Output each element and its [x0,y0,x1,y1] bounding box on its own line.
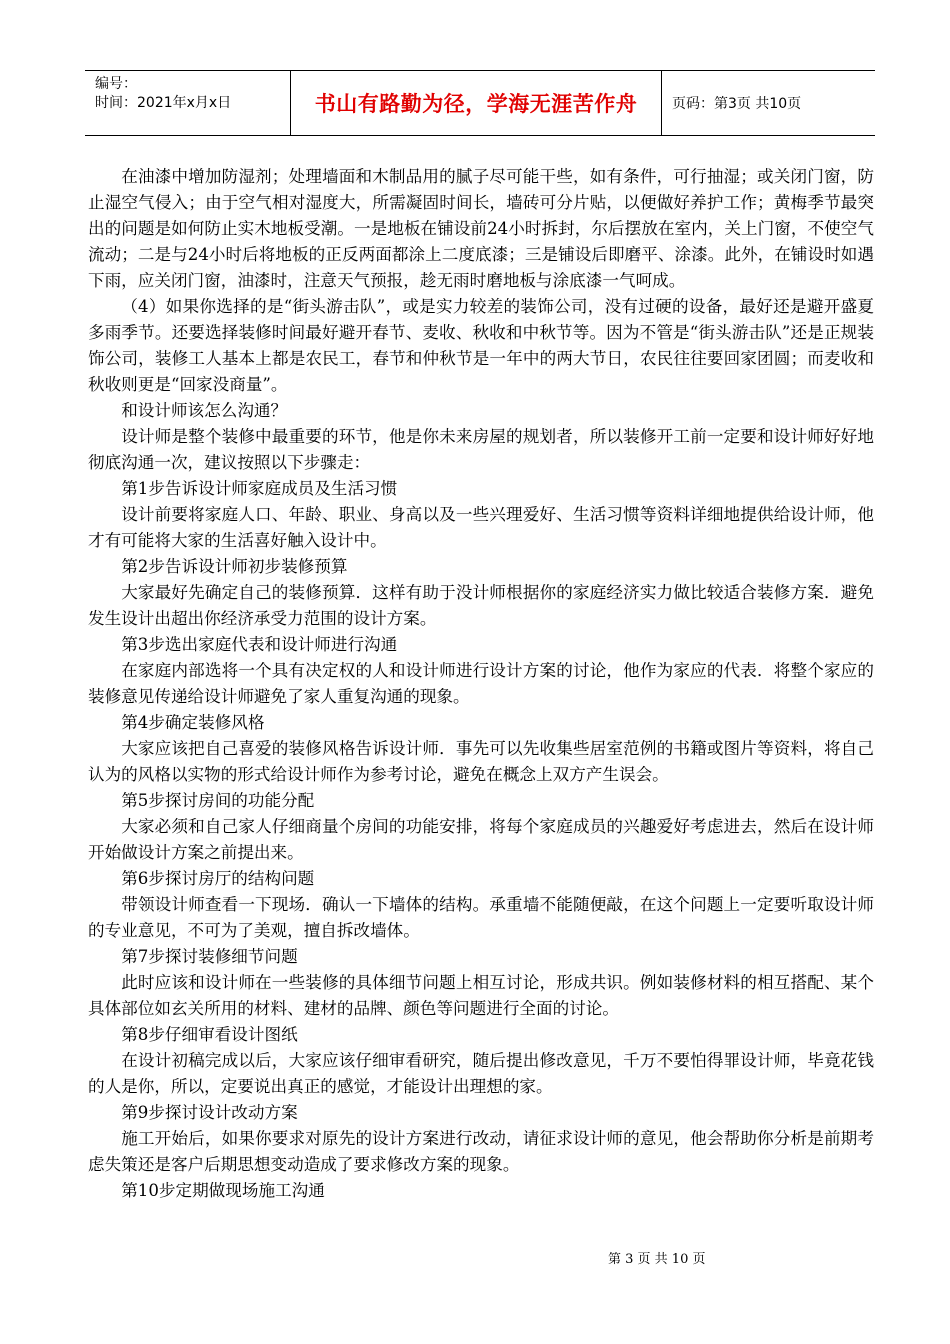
document-number-label: 编号： [95,76,137,92]
step-heading: 第5步探讨房间的功能分配 [121,791,315,810]
step-heading: 第3步选出家庭代表和设计师进行沟通 [121,635,398,654]
step-heading: 第4步确定装修风格 [121,713,265,732]
page-header [85,70,875,136]
paragraph: 设计师是整个装修中最重要的环节，他是你未来房屋的规划者，所以装修开工前一定要和设计师好好地彻底沟通一次，建议按照以下步骤走： [88,427,874,472]
paragraph: 在油漆中增加防湿剂；处理墙面和木制品用的腻子尽可能干些，如有条件，可行抽湿；或关闭门窗，防止湿空气侵入；由于空气相对湿度大，所需凝固时间长，墙砖可分片贴，以便做好养护工作；黄梅季节最突出的问题是如何防止实木地板受潮。一是地板在铺设前24小时拆封，尔后摆放在室内，关上门窗，不使空气流动；二是与24小时后将地板的正反两面都涂上二度底漆；三是铺设后即磨平、涂漆。此外，在铺设时如遇下雨，应关闭门窗，油漆时，注意天气预报，趁无雨时磨地板与涂底漆一气呵成。 [88,167,874,290]
paragraph: 大家必须和自己家人仔细商量个房间的功能安排，将每个家庭成员的兴趣爱好考虑进去，然后在设计师开始做设计方案之前提出来。 [88,817,874,862]
paragraph: 大家最好先确定自己的装修预算．这样有助于没计师根据你的家庭经济实力做比较适合装修方案．避免发生设计出超出你经济承受力范围的设计方案。 [88,583,874,628]
paragraph: （4）如果你选择的是“街头游击队”，或是实力较差的装饰公司，没有过硬的设备，最好还是避开盛夏多雨季节。还要选择装修时间最好避开春节、麦收、秋收和中秋节等。因为不管是“街头游击队”还是正规装饰公司，装修工人基本上都是农民工，春节和仲秋节是一年中的两大节日，农民往往要回家团圆；而麦收和秋收则更是“回家没商量”。 [88,297,874,394]
paragraph: 带领设计师查看一下现场．确认一下墙体的结构。承重墙不能随便敲，在这个问题上一定要听取设计师的专业意见，不可为了美观，擅自拆改墙体。 [88,895,874,940]
document-time-label: 时间：2021年x月x日 [95,95,232,111]
step-heading: 第9步探讨设计改动方案 [121,1103,298,1122]
paragraph: 施工开始后，如果你要求对原先的设计方案进行改动，请征求设计师的意见，他会帮助你分析是前期考虑失策还是客户后期思想变动造成了要求修改方案的现象。 [88,1129,874,1174]
step-heading: 第6步探讨房厅的结构问题 [121,869,315,888]
paragraph: 大家应该把自己喜爱的装修风格告诉设计师．事先可以先收集些居室范例的书籍或图片等资料，将自己认为的风格以实物的形式给设计师作为参考讨论，避免在概念上双方产生误会。 [88,739,874,784]
page-footer: 第 3 页 共 10 页 [608,1252,706,1267]
section-heading: 和设计师该怎么沟通？ [121,401,288,420]
paragraph: 此时应该和设计师在一些装修的具体细节问题上相互讨论，形成共识。例如装修材料的相互搭配、某个具体部位如玄关所用的材料、建材的品牌、颜色等问题进行全面的讨论。 [88,973,874,1018]
paragraph: 设计前要将家庭人口、年龄、职业、身高以及一些兴理爱好、生活习惯等资料详细地提供给设计师，他才有可能将大家的生活喜好触入设计中。 [88,505,874,550]
document-body [88,164,874,1204]
step-heading: 第2步告诉设计师初步装修预算 [121,557,348,576]
header-page-label: 页码：第3页 共10页 [672,96,802,112]
paragraph: 在设计初稿完成以后，大家应该仔细审看研究，随后提出修改意见，千万不要怕得罪设计师，毕竟花钱的人是你，所以，定要说出真正的感觉，才能设计出理想的家。 [88,1051,874,1096]
paragraph: 在家庭内部选将一个具有决定权的人和设计师进行设计方案的讨论，他作为家应的代表．将整个家应的装修意见传递给设计师避免了家人重复沟通的现象。 [88,661,874,706]
step-heading: 第1步告诉设计师家庭成员及生活习惯 [121,479,398,498]
step-heading: 第10步定期做现场施工沟通 [121,1181,325,1200]
header-meta [85,71,290,135]
header-motto: 书山有路勤为径，学海无涯苦作舟 [290,71,662,135]
step-heading: 第7步探讨装修细节问题 [121,947,298,966]
step-heading: 第8步仔细审看设计图纸 [121,1025,298,1044]
